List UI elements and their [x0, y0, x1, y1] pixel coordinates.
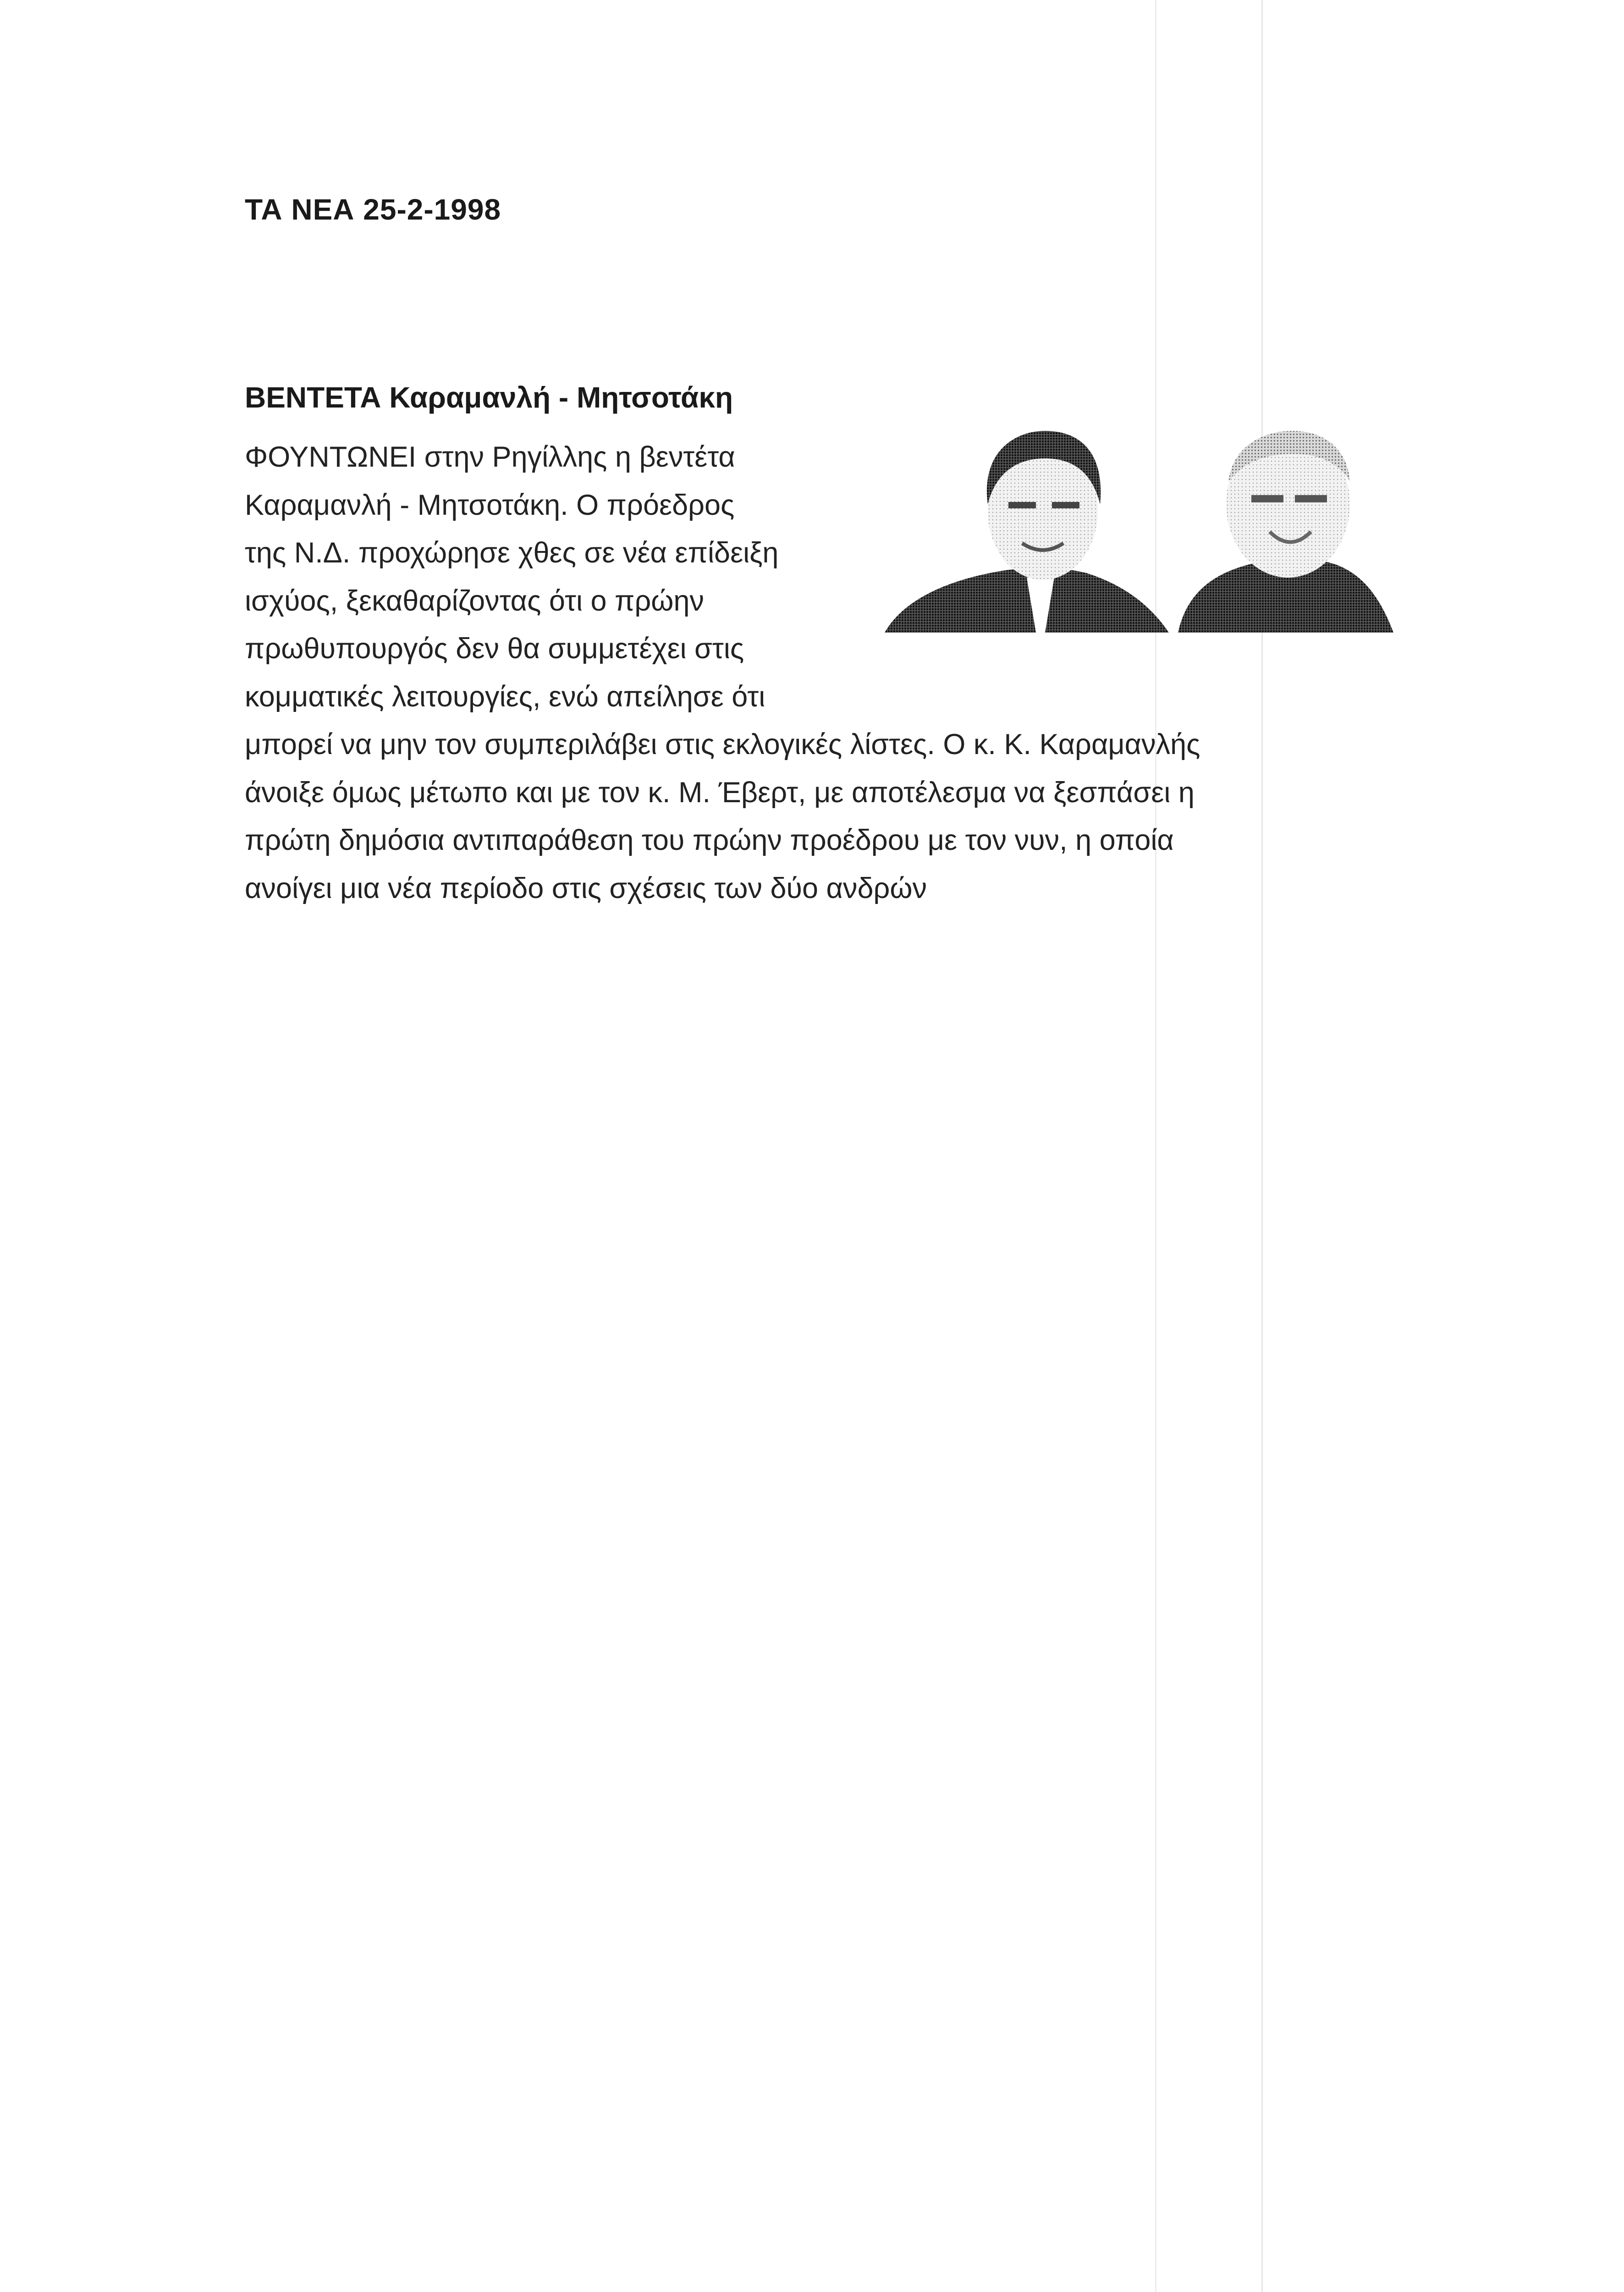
scan-artifact-line [1261, 0, 1263, 2292]
article-body-line: ΦΟΥΝΤΩΝΕΙ στην Ρηγίλλης η βεντέτα [245, 441, 735, 473]
article-body-line: ισχύος, ξεκαθαρίζοντας ότι ο πρώην [245, 584, 705, 617]
article-body-line: πρώτη δημόσια αντιπαράθεση του πρώην προέδρου με τον νυν, η οποία [245, 824, 1174, 856]
article-body-line: άνοιξε όμως μέτωπο και με τον κ. Μ. Έβερτ, με αποτέλεσμα να ξεσπάσει η [245, 776, 1195, 809]
article-headline: ΒΕΝΤΕΤΑ Καραμανλή - Μητσοτάκη [245, 381, 733, 414]
article-body-line: Καραμανλή - Μητσοτάκη. Ο πρόεδρος [245, 489, 735, 521]
article-body-line: της Ν.Δ. προχώρησε χθες σε νέα επίδειξη [245, 537, 779, 569]
article-body-line: πρωθυπουργός δεν θα συμμετέχει στις [245, 633, 744, 665]
article-body [245, 433, 1200, 912]
article-body-line: κομματικές λειτουργίες, ενώ απείλησε ότι [245, 680, 765, 713]
source-date-line: ΤΑ ΝΕΑ 25-2-1998 [245, 193, 501, 226]
article-body-line: μπορεί να μην τον συμπεριλάβει στις εκλογικές λίστες. Ο κ. Κ. Καραμανλής [245, 728, 1200, 760]
article-body-line: ανοίγει μια νέα περίοδο στις σχέσεις των δύο ανδρών [245, 872, 927, 904]
scan-artifact-line [1155, 0, 1156, 2292]
